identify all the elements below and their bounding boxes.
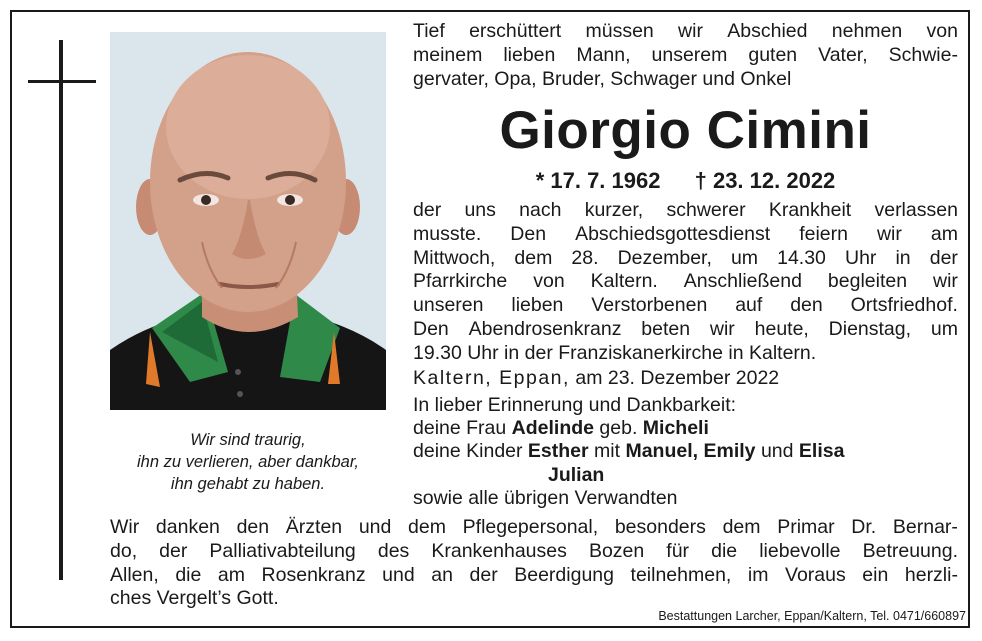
grandchild-name: Elisa xyxy=(798,440,845,463)
survivors-heading: In lieber Erinnerung und Dankbarkeit: xyxy=(413,394,737,416)
body-line: der uns nach kurzer, schwerer Krankheit verlassen xyxy=(413,199,958,221)
body-line: unseren lieben Verstorbenen auf den Ortsfriedhof. xyxy=(413,294,958,317)
cross-vertical-bar xyxy=(59,40,63,580)
thanks-paragraph xyxy=(110,516,958,611)
life-dates xyxy=(413,167,958,195)
children-line-2 xyxy=(413,464,958,487)
deceased-name: Giorgio Cimini xyxy=(499,101,872,160)
thanks-line: Wir danken den Ärzten und dem Pflegepersonal, besonders dem Primar Dr. Bernar- xyxy=(110,516,958,538)
memorial-poem xyxy=(110,429,386,495)
place: Kaltern, Eppan, xyxy=(413,367,570,389)
body-line: Den Abendrosenkranz beten wir heute, Dienstag, um xyxy=(413,317,958,340)
survivors-list xyxy=(413,394,958,510)
thanks-line: do, der Palliativabteilung des Krankenhauses Bozen für die liebevolle Betreuung. xyxy=(110,539,958,562)
other-relatives: sowie alle übrigen Verwandten xyxy=(413,486,678,509)
thanks-line: Allen, die am Rosenkranz und an der Beerdigung teilnehmen, im Voraus ein herzli- xyxy=(110,563,958,586)
cross-horizontal-bar xyxy=(28,80,96,83)
intro-line: Tief erschüttert müssen wir Abschied nehmen von xyxy=(413,20,958,42)
wife-maiden-name: Micheli xyxy=(642,417,709,440)
body-line: Mittwoch, dem 28. Dezember, um 14.30 Uhr in der xyxy=(413,246,958,269)
portrait-photo xyxy=(110,32,386,410)
service-details xyxy=(413,199,958,366)
intro-line: meinem lieben Mann, unserem guten Vater, Schwie- xyxy=(413,44,958,66)
intro-line: gervater, Opa, Bruder, Schwager und Onkel xyxy=(413,68,792,90)
birth-date: * 17. 7. 1962 xyxy=(535,168,661,193)
body-line: musste. Den Abschiedsgottesdienst feiern wir am xyxy=(413,222,958,245)
funeral-home-credit: Bestattungen Larcher, Eppan/Kaltern, Tel. 0471/660897 xyxy=(658,609,966,623)
death-date: † 23. 12. 2022 xyxy=(694,168,836,193)
thanks-line: ches Vergelt’s Gott. xyxy=(110,587,279,610)
wife-name: Adelinde xyxy=(511,417,594,440)
poem-line: ihn gehabt zu haben. xyxy=(170,475,326,493)
body-line: Pfarrkirche von Kaltern. Anschließend begleiten wir xyxy=(413,270,958,293)
intro-text xyxy=(413,19,958,91)
wife-line: deine Frau Adelinde geb. Micheli xyxy=(413,417,709,440)
poem-line: ihn zu verlieren, aber dankbar, xyxy=(137,453,359,471)
poem-line: Wir sind traurig, xyxy=(190,431,306,449)
grandchildren-names: Manuel, Emily xyxy=(625,440,756,463)
body-line: 19.30 Uhr in der Franziskanerkirche in Kaltern. xyxy=(413,341,817,364)
child-name: Julian xyxy=(548,463,605,486)
portrait-illustration xyxy=(110,32,386,410)
place-and-date xyxy=(413,366,779,390)
place-date: am 23. Dezember 2022 xyxy=(575,367,780,389)
child-name: Esther xyxy=(527,440,589,463)
children-line: deine Kinder Esther mit Manuel, Emily und Elisa xyxy=(413,440,845,463)
